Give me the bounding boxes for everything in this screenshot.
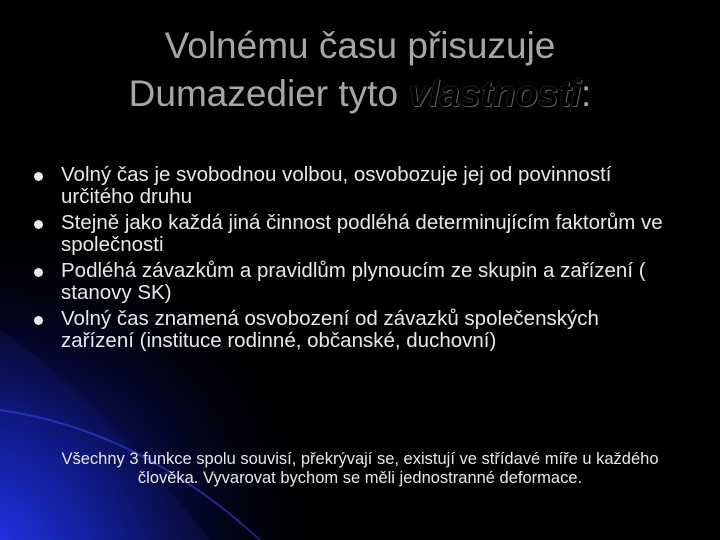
bullet-dot-icon [34, 316, 43, 325]
title-line-2-prefix: Dumazedier tyto [128, 73, 409, 114]
bullet-item [34, 212, 674, 256]
bullet-item [34, 308, 674, 352]
bullet-list [34, 164, 674, 356]
bullet-dot-icon [34, 172, 43, 181]
bullet-text: Volný čas znamená osvobození od závazků společenských zařízení (instituce rodinné, občanské, duchovní) [61, 307, 599, 352]
bullet-text: Podléhá závazkům a pravidlům plynoucím ze skupin a zařízení ( stanovy SK) [61, 259, 646, 304]
bullet-dot-icon [34, 268, 43, 277]
bullet-text: Volný čas je svobodnou volbou, osvobozuje jej od povinností určitého druhu [61, 163, 612, 208]
bullet-item [34, 260, 674, 304]
bullet-item [34, 164, 674, 208]
title-line-1: Volnému času přisuzuje [164, 25, 556, 66]
bullet-dot-icon [34, 220, 43, 229]
slide-title [60, 22, 660, 118]
bullet-text: Stejně jako každá jiná činnost podléhá determinujícím faktorům ve společnosti [61, 211, 663, 256]
footer-note: Všechny 3 funkce spolu souvisí, překrývají se, existují ve střídavé míře u každého člověka. Vyvarovat bychom se měli jednostranné deformace. [61, 450, 659, 487]
title-suffix: : [581, 73, 592, 114]
title-emphasis: vlastnosti [408, 73, 582, 114]
